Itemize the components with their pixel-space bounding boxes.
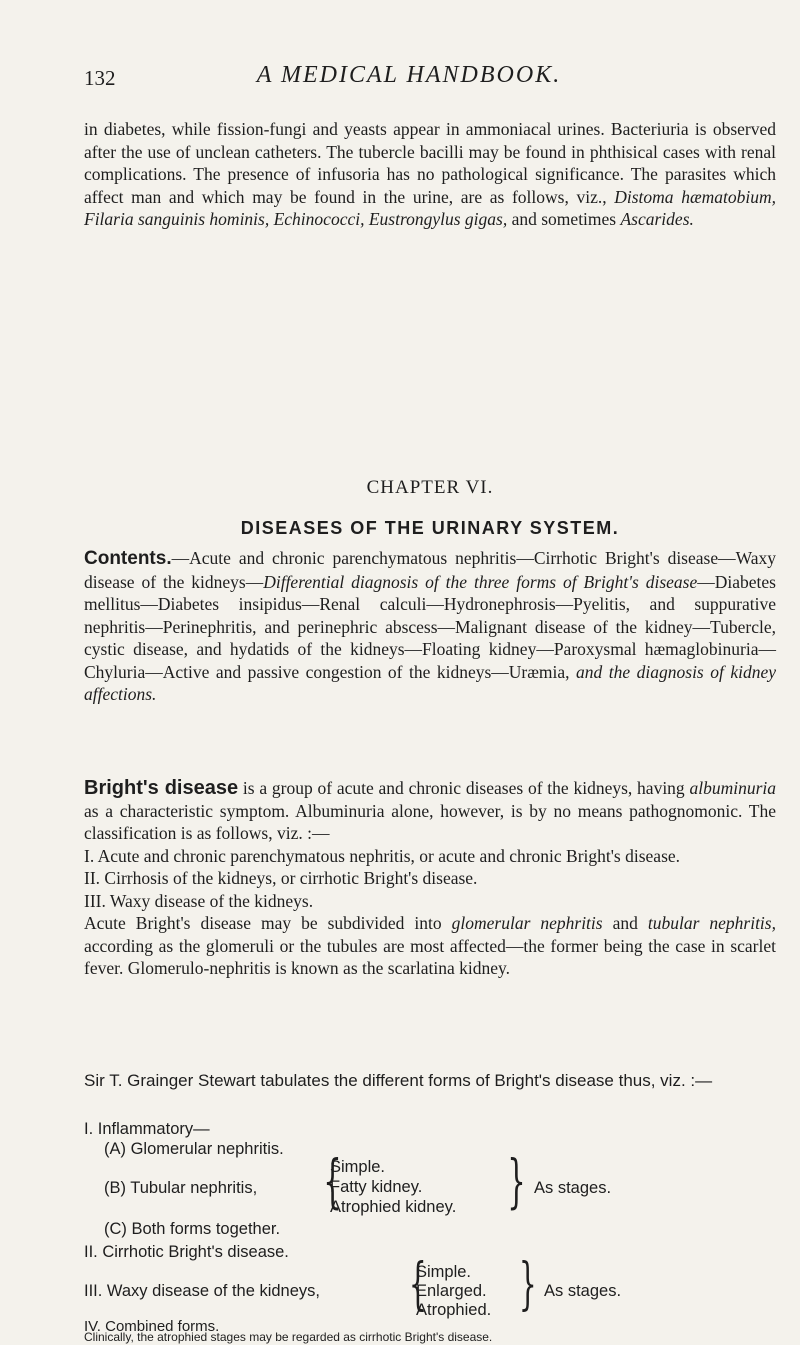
page-number: 132: [84, 66, 116, 90]
iii-stage-2: Enlarged.: [416, 1282, 487, 1300]
grainger-intro: Sir T. Grainger Stewart tabulates the different forms of Bright's disease thus, viz. :—: [84, 1071, 713, 1090]
table-row-iv: IV. Combined forms.: [84, 1318, 220, 1335]
ib-stage-1: Simple.: [330, 1158, 386, 1176]
brights-text-2c: according as the glomeruli or the tubules are most affected—the former being the case in scarlet fever. Glomerulo-nephritis is known as the scarlatina kidney.: [84, 935, 776, 978]
brights-text-1a: is a group of acute and chronic diseases of the kidneys, having: [238, 778, 690, 798]
ib-stages-note: As stages.: [534, 1179, 612, 1197]
classification-item-1: I. Acute and chronic parenchymatous nephritis, or acute and chronic Bright's disease.: [84, 845, 681, 866]
classification-item-3: III. Waxy disease of the kidneys.: [84, 890, 314, 911]
albuminuria-term: albuminuria: [689, 778, 777, 798]
right-brace: }: [507, 1147, 526, 1215]
intro-text-2: and sometimes: [507, 209, 621, 229]
contents-lead: Contents.: [84, 548, 172, 569]
iii-stage-3: Atrophied.: [416, 1301, 492, 1319]
table-row-ic: (C) Both forms together.: [104, 1220, 281, 1238]
table-row-ib: (B) Tubular nephritis,: [104, 1179, 258, 1197]
contents-italic-2: and the diagnosis of kidney affections.: [84, 661, 776, 704]
glomerular-term: glomerular nephritis: [451, 913, 603, 933]
parasite-ascarides: Ascarides.: [620, 209, 694, 229]
iii-stages-note: As stages.: [544, 1282, 622, 1300]
brights-lead: Bright's disease: [84, 777, 239, 799]
intro-text: in diabetes, while fission-fungi and yeasts appear in ammoniacal urines. Bacteriuria is observed after the use of unclean catheters. The tubercle bacilli may be found in phthisical cases with renal complications. The presence of infusoria has no pathological significance. The parasites which affect man and which may be found in the urine, are as follows, viz.,: [84, 119, 776, 207]
brights-text-2b: and: [602, 913, 648, 933]
contents-text-2: —Diabetes mellitus—Diabetes insipidus—Renal calculi—Hydronephrosis—Pyelitis, and suppurative nephritis—Perinephritis, and perinephric abscess—Malignant disease of the kidney—Tubercle, cystic disease, and hydatids of the kidneys—Floating kidney—Paroxysmal hæmaglobinuria—Chyluria—Active and passive congestion of the kidneys—Uræmia,: [84, 571, 776, 682]
closing-note: Clinically, the atrophied stages may be regarded as cirrhotic Bright's disease.: [84, 1330, 493, 1344]
running-title: A MEDICAL HANDBOOK.: [256, 62, 562, 88]
brights-text-2a: Acute Bright's disease may be subdivided into: [84, 913, 452, 933]
chapter-number: CHAPTER VI.: [366, 477, 494, 498]
running-header: [84, 62, 734, 92]
classification-item-2: II. Cirrhosis of the kidneys, or cirrhotic Bright's disease.: [84, 868, 478, 888]
table-row-i: I. Inflammatory—: [84, 1120, 210, 1138]
left-brace-2: {: [408, 1252, 427, 1317]
right-brace-2: }: [518, 1252, 537, 1317]
chapter-contents: [84, 547, 776, 706]
brights-text-1b: as a characteristic symptom. Albuminuria alone, however, is by no means pathognomonic. The classification is as follows, viz. :—: [84, 800, 776, 843]
table-row-ii: II. Cirrhotic Bright's disease.: [84, 1243, 289, 1261]
contents-text-1: —Acute and chronic parenchymatous nephritis—Cirrhotic Bright's disease—Waxy disease of the kidneys—: [84, 548, 776, 592]
iii-stage-1: Simple.: [416, 1263, 472, 1281]
contents-italic-1: Differential diagnosis of the three forms of Bright's disease: [263, 571, 698, 592]
table-row-ia: (A) Glomerular nephritis.: [104, 1140, 284, 1158]
ib-stage-3: Atrophied kidney.: [330, 1198, 457, 1216]
table-row-iii: III. Waxy disease of the kidneys,: [84, 1282, 320, 1300]
brights-disease-section: [84, 777, 776, 980]
tubular-term: tubular nephritis,: [647, 913, 776, 933]
chapter-title: DISEASES OF THE URINARY SYSTEM.: [240, 518, 620, 538]
left-brace: {: [323, 1147, 342, 1215]
ib-stage-2: Fatty kidney.: [330, 1178, 423, 1196]
parasite-list: Distoma hæmatobium, Filaria sanguinis hominis, Echinococci, Eustrongylus gigas,: [84, 186, 776, 229]
intro-paragraph: [84, 118, 776, 231]
